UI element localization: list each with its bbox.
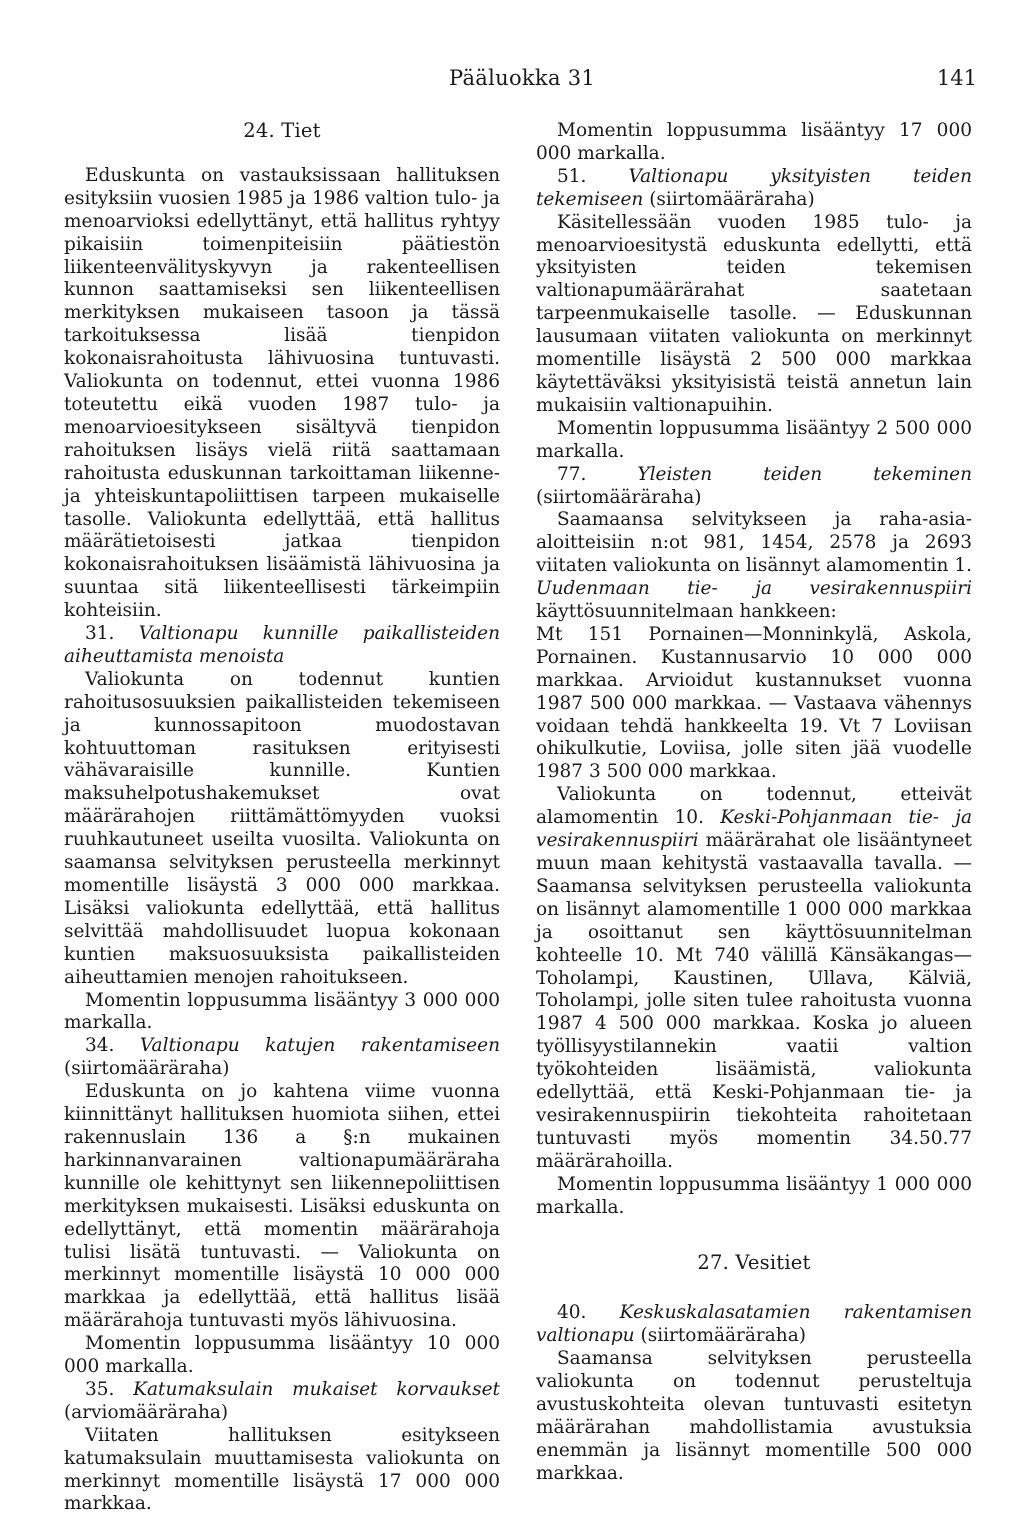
item-51-heading (536, 166, 972, 212)
item-51-tail: (siirtomääräraha) (649, 188, 815, 210)
running-title: Pääluokka 31 (449, 66, 596, 90)
item-31-number: 31. (85, 623, 115, 645)
item-31-body: Valiokunta on todennut kuntien rahoitusosuuksien paikallisteiden tekemiseen ja kunnossapitoon muodostavan kohtuuttoman rasituksen erityisesti vähävaraisille kunnille. Kuntien maksuhelpotushakemukset ovat määrärahojen riittämättömyyden vuoksi ruuhkautuneet useilta vuosilta. Valiokunta on saamansa selvityksen perusteella merkinnyt momentille lisäystä 3 000 000 markkaa. Lisäksi valiokunta edellyttää, että hallitus selvittää mahdollisuudet luopua kokonaan kuntien maksuosuuksista paikallisteiden aiheuttamien menojen rahoitukseen. (64, 668, 500, 988)
section-title-vesitiet: 27. Vesitiet (697, 1250, 811, 1274)
page-header (0, 66, 1024, 96)
item-31-sum: Momentin loppusumma lisääntyy 3 000 000 markalla. (64, 989, 500, 1034)
item-77-body-a: Saamaansa selvitykseen ja raha-asia-aloitteisiin n:ot 981, 1454, 2578 ja 2693 viitaten valiokunta on lisännyt alamomentin 1. (536, 509, 972, 577)
item-77-sum: Momentin loppusumma lisääntyy 1 000 000 markalla. (536, 1173, 972, 1218)
item-31-heading (64, 623, 500, 669)
item-34-sum: Momentin loppusumma lisääntyy 10 000 000 markalla. (64, 1333, 500, 1378)
item-34-tail: (siirtomääräraha) (64, 1058, 230, 1080)
item-77-tail: (siirtomääräraha) (536, 486, 702, 508)
item-51-number: 51. (557, 165, 587, 187)
item-40-title: Keskuskalasatamien rakentamisen valtionapu (536, 1302, 972, 1347)
item-35-heading (64, 1379, 500, 1425)
item-51-body: Käsitellessään vuoden 1985 tulo- ja menoarvioesitystä eduskunta edellytti, että yksityisten teiden tekemisen valtionapumäärärahat saatetaan tarpeenmukaiselle tasolle. — Eduskunnan lausumaan viitaten valiokunta on merkinnyt momentille lisäystä 2 500 000 markkaa käytettäväksi yksityisistä teistä annetun lain mukaisiin valtionapuihin. (536, 211, 972, 416)
item-77-paragraph-2 (536, 784, 972, 1173)
item-77-district-uusimaa: Uudenmaan tie- ja vesirakennuspiiri (536, 578, 972, 600)
item-31-title: Valtionapu kunnille paikallisteiden aiheuttamista menoista (64, 623, 500, 667)
item-51-sum: Momentin loppusumma lisääntyy 2 500 000 markalla. (536, 417, 972, 462)
item-77-title: Yleisten teiden tekeminen (637, 463, 972, 485)
top-sum: Momentin loppusumma lisääntyy 17 000 000 markalla. (536, 120, 972, 164)
item-77-project: Mt 151 Pornainen—Monninkylä, Askola, Pornainen. Kustannusarvio 10 000 000 markkaa. Arvioidut kustannukset vuonna 1987 500 000 markkaa. — Vastaava vähennys voidaan tehdä hankkeelta 19. Vt 7 Loviisan ohikulkutie, Loviisa, jolle siten jää vuodelle 1987 3 500 000 markkaa. (536, 623, 972, 783)
page-number: 141 (936, 66, 977, 90)
item-34-body: Eduskunta on jo kahtena viime vuonna kiinnittänyt hallituksen huomiota siihen, ettei rakennuslain 136 a §:n mukainen harkinnanvarainen valtionapumääräraha kunnille ole kehittynyt sen liikennepoliittisen merkityksen mukaisesti. Lisäksi eduskunta on edellyttänyt, että momentin määrärahoja tulisi lisätä tuntuvasti. — Valiokunta on merkinnyt momentille lisäystä 10 000 000 markkaa ja edellyttää, että hallitus lisää määrärahoja tuntuvasti myös lähivuosina. (64, 1081, 500, 1332)
item-40-heading (536, 1302, 972, 1348)
item-35-body: Viitaten hallituksen esitykseen katumaksulain muuttamisesta valiokunta on merkinnyt momentille lisäystä 17 000 000 markkaa. (64, 1424, 500, 1515)
item-34-heading (64, 1035, 500, 1081)
item-35-number: 35. (85, 1378, 115, 1400)
item-40-number: 40. (557, 1302, 587, 1324)
item-77-body-b: käyttösuunnitelmaan hankkeen: (536, 601, 837, 623)
section-title-tiet: 24. Tiet (243, 119, 321, 142)
item-77-body-d: määrärahat ole lisääntyneet muun maan kehitystä vastaavalla tavalla. — Saamansa selvityksen perusteella valiokunta on lisännyt alamomentille 1 000 000 markkaa ja osoittanut sen käyttösuunnitelman kohteelle 10. Mt 740 välillä Känsäkangas—Toholampi, Kaustinen, Ullava, Kälviä, Toholampi, jolle siten tulee rahoitusta vuonna 1987 4 500 000 markkaa. Koska jo alueen työllisyystilannekin vaatii valtion työkohteiden lisäämistä, valiokunta edellyttää, että Keski-Pohjanmaan tie- ja vesirakennuspiirin tiekohteita rahoitetaan tuntuvasti myös momentin 34.50.77 määrärahoilla. (536, 830, 972, 1172)
item-40-tail: (siirtomääräraha) (640, 1325, 806, 1347)
item-34-number: 34. (85, 1035, 115, 1057)
item-34-title: Valtionapu katujen rakentamiseen (139, 1035, 500, 1057)
item-77-heading (536, 464, 972, 510)
item-77-body (536, 509, 972, 624)
intro-paragraph: Eduskunta on vastauksissaan hallituksen esityksiin vuosien 1985 ja 1986 valtion tulo- ja menoarvioksi edellyttänyt, että hallitus ryhtyy pikaisiin toimenpiteisiin päätiestön liikenteenvälityskyvyn ja rakenteellisen kunnon saattamiseksi sen liikenteellisen merkityksen mukaiseen tasoon ja tässä tarkoituksessa lisää tienpidon kokonaisrahoitusta lähivuosina tuntuvasti. Valiokunta on todennut, ettei vuonna 1986 toteutettu eikä vuoden 1987 tulo- ja menoarvioesitykseen sisältyvä tienpidon rahoituksen lisäys vielä riitä saattamaan rahoitusta eduskunnan tarkoittaman liikenne- ja yhteiskuntapoliittisen tarpeen mukaiselle tasolle. Valiokunta edellyttää, että hallitus määrätietoisesti jatkaa tienpidon kokonaisrahoituksen lisäämistä lähivuosina ja suuntaa sitä liikenteellisesti tärkeimpiin kohteisiin. (64, 164, 500, 622)
item-35-tail: (arviomääräraha) (64, 1401, 229, 1423)
item-77-number: 77. (557, 463, 587, 485)
right-column (536, 120, 972, 1486)
item-40-body: Saamansa selvityksen perusteella valiokunta on todennut perusteltuja avustuskohteita olevan tuntuvasti esitetyn määrärahan mahdollistamia avustuksia enemmän ja lisännyt momentille 500 000 markkaa. (536, 1348, 972, 1484)
item-77-district-keski-pohjanmaa: Keski-Pohjanmaan tie- ja vesirakennuspiiri (536, 807, 973, 852)
left-column (64, 120, 500, 1516)
item-51-title: Valtionapu yksityisten teiden tekemiseen (536, 165, 973, 210)
item-77-body-c: Valiokunta on todennut, etteivät alamomentin 10. (536, 784, 972, 829)
item-35-title: Katumaksulain mukaiset korvaukset (133, 1378, 500, 1400)
